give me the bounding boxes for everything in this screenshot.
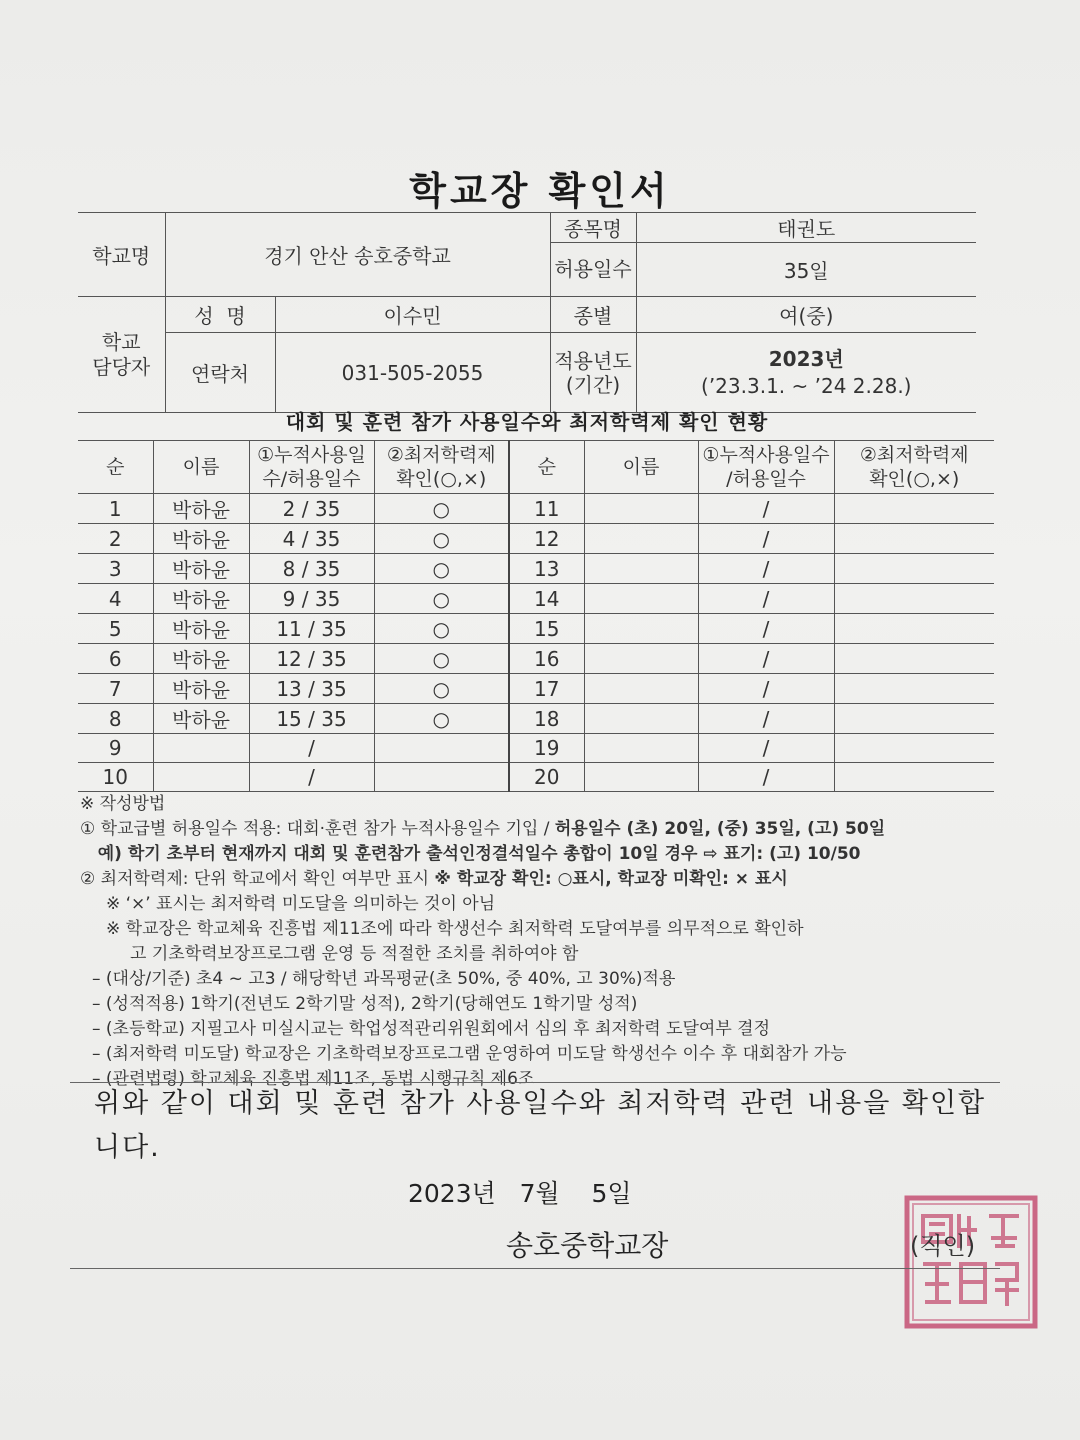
row-number: 12: [509, 524, 584, 554]
header-name: 이름: [153, 441, 249, 494]
header-name-2: 이름: [584, 441, 698, 494]
note-9: – (초등학교) 지필고사 미실시교는 학업성적관리위원회에서 심의 후 최저학력 도달여부 결정: [92, 1019, 771, 1039]
section-title: 대회 및 훈련 참가 사용일수와 최저학력제 확인 현황: [78, 406, 976, 441]
participation-table: [78, 440, 994, 792]
row-number: 7: [78, 674, 153, 704]
row-usage: 4 / 35: [249, 524, 374, 554]
row-check: ○: [374, 644, 509, 674]
row-check: ○: [374, 494, 509, 524]
note-5: ※ 학교장은 학교체육 진흥법 제11조에 따라 학생선수 최저학력 도달여부를 의무적으로 확인하: [106, 919, 804, 939]
row-usage: /: [698, 524, 834, 554]
row-name: 박하윤: [153, 584, 249, 614]
info-table: [78, 212, 976, 413]
note-7: – (대상/기준) 초4 ~ 고3 / 해당학년 과목평균(초 50%, 중 40%, 고 30%)적용: [92, 969, 676, 989]
row-name: [153, 734, 249, 763]
table-row: [78, 674, 994, 704]
note-10: – (최저학력 미도달) 학교장은 기초학력보장프로그램 운영하여 미도달 학생선수 이수 후 대회참가 가능: [92, 1044, 847, 1064]
row-number: 17: [509, 674, 584, 704]
row-check: ○: [374, 524, 509, 554]
header-usage-2: ①누적사용일수 /허용일수: [698, 441, 834, 494]
signer-name: 송호중학교장: [506, 1229, 669, 1262]
row-usage: 12 / 35: [249, 644, 374, 674]
contact-value: 031-505-2055: [275, 333, 550, 413]
row-number: 16: [509, 644, 584, 674]
row-name: 박하윤: [153, 614, 249, 644]
row-number: 8: [78, 704, 153, 734]
row-number: 18: [509, 704, 584, 734]
row-name: 박하윤: [153, 554, 249, 584]
row-usage: 15 / 35: [249, 704, 374, 734]
row-check: [834, 584, 994, 614]
row-check: ○: [374, 584, 509, 614]
divider-bottom: [70, 1268, 1000, 1269]
row-name: [584, 494, 698, 524]
row-number: 1: [78, 494, 153, 524]
row-number: 3: [78, 554, 153, 584]
row-name: 박하윤: [153, 674, 249, 704]
row-number: 6: [78, 644, 153, 674]
type-value: 여(중): [636, 297, 976, 333]
table-row: [78, 494, 994, 524]
row-check: [374, 763, 509, 792]
row-usage: /: [698, 734, 834, 763]
row-usage: 2 / 35: [249, 494, 374, 524]
row-number: 14: [509, 584, 584, 614]
type-label: 종별: [550, 297, 636, 333]
row-name: 박하윤: [153, 644, 249, 674]
row-usage: /: [698, 644, 834, 674]
row-name: 박하윤: [153, 494, 249, 524]
row-name: [584, 704, 698, 734]
period-value: (’23.3.1. ~ ’24 2.28.): [701, 373, 912, 398]
row-check: [834, 763, 994, 792]
note-8: – (성적적용) 1학기(전년도 2학기말 성적), 2학기(당해연도 1학기말 성적): [92, 994, 638, 1014]
name-label: 성 명: [165, 297, 275, 333]
notes-heading: ※ 작성방법: [80, 794, 166, 814]
year-label: 적용년도 (기간): [550, 333, 636, 413]
row-check: ○: [374, 674, 509, 704]
row-check: [834, 554, 994, 584]
table-row: [78, 614, 994, 644]
header-no: 순: [78, 441, 153, 494]
table-row: [78, 644, 994, 674]
row-number: 2: [78, 524, 153, 554]
row-check: ○: [374, 704, 509, 734]
row-check: [834, 614, 994, 644]
row-check: [834, 494, 994, 524]
row-usage: /: [249, 763, 374, 792]
row-name: [584, 584, 698, 614]
issue-date: 2023년 7월 5일: [408, 1179, 632, 1208]
note-3: ② 최저학력제: 단위 학교에서 확인 여부만 표시 ※ 학교장 확인: ○표시, 학교장 미확인: × 표시: [80, 869, 788, 889]
row-usage: 8 / 35: [249, 554, 374, 584]
row-usage: /: [249, 734, 374, 763]
row-usage: 9 / 35: [249, 584, 374, 614]
note-2: 예) 학기 초부터 현재까지 대회 및 훈련참가 출석인정결석일수 총합이 10일 경우 ⇨ 표기: (고) 10/50: [80, 844, 861, 864]
sport-label: 종목명: [550, 213, 636, 243]
row-name: 박하윤: [153, 704, 249, 734]
row-check: [834, 704, 994, 734]
sport-value: 태권도: [636, 213, 976, 243]
contact-label: 연락처: [165, 333, 275, 413]
row-usage: /: [698, 584, 834, 614]
row-check: [374, 734, 509, 763]
row-number: 13: [509, 554, 584, 584]
row-name: [584, 734, 698, 763]
table-row: [78, 524, 994, 554]
table-row: [78, 554, 994, 584]
note-4: ※ ‘×’ 표시는 최저학력 미도달을 의미하는 것이 아님: [106, 894, 496, 914]
table-row: [78, 734, 994, 763]
row-name: 박하윤: [153, 524, 249, 554]
table-row: [78, 763, 994, 792]
row-usage: /: [698, 704, 834, 734]
row-name: [584, 763, 698, 792]
year-cell: [636, 333, 976, 413]
row-usage: 11 / 35: [249, 614, 374, 644]
row-number: 9: [78, 734, 153, 763]
name-value: 이수민: [275, 297, 550, 333]
table-row: [78, 704, 994, 734]
notes: [80, 792, 1000, 1092]
row-number: 4: [78, 584, 153, 614]
row-check: [834, 734, 994, 763]
row-usage: /: [698, 614, 834, 644]
school-value: 경기 안산 송호중학교: [165, 213, 550, 297]
header-usage: ①누적사용일 수/허용일수: [249, 441, 374, 494]
manager-label: 학교 담당자: [78, 297, 165, 413]
row-check: [834, 644, 994, 674]
row-check: ○: [374, 554, 509, 584]
row-usage: 13 / 35: [249, 674, 374, 704]
header-no-2: 순: [509, 441, 584, 494]
row-number: 11: [509, 494, 584, 524]
row-number: 10: [78, 763, 153, 792]
note-11: – (관련법령) 학교체육 진흥법 제11조, 동법 시행규칙 제6조: [92, 1069, 535, 1089]
allowed-days-label: 허용일수: [550, 243, 636, 297]
row-check: [834, 524, 994, 554]
table-row: [78, 584, 994, 614]
row-name: [153, 763, 249, 792]
seal-label: (직인): [910, 1232, 976, 1260]
row-name: [584, 614, 698, 644]
row-number: 5: [78, 614, 153, 644]
row-name: [584, 644, 698, 674]
row-name: [584, 524, 698, 554]
row-number: 19: [509, 734, 584, 763]
year-value: 2023년: [768, 346, 844, 371]
header-check-2: ②최저학력제 확인(○,×): [834, 441, 994, 494]
row-usage: /: [698, 554, 834, 584]
note-6: 고 기초학력보장프로그램 운영 등 적절한 조치를 취하여야 함: [130, 944, 579, 964]
school-label: 학교명: [78, 213, 165, 297]
row-check: [834, 674, 994, 704]
allowed-days-value: 35일: [636, 243, 976, 297]
row-number: 20: [509, 763, 584, 792]
row-usage: /: [698, 494, 834, 524]
official-seal: [903, 1194, 1039, 1330]
row-usage: /: [698, 763, 834, 792]
note-1: ① 학교급별 허용일수 적용: 대회·훈련 참가 누적사용일수 기입 / 허용일수 (초) 20일, (중) 35일, (고) 50일: [80, 819, 886, 839]
row-usage: /: [698, 674, 834, 704]
row-check: ○: [374, 614, 509, 644]
confirmation-text: 위와 같이 대회 및 훈련 참가 사용일수와 최저학력 관련 내용을 확인합니다.: [94, 1088, 987, 1163]
row-name: [584, 554, 698, 584]
document-title: 학교장 확인서: [409, 169, 671, 213]
header-check: ②최저학력제 확인(○,×): [374, 441, 509, 494]
row-name: [584, 674, 698, 704]
row-number: 15: [509, 614, 584, 644]
